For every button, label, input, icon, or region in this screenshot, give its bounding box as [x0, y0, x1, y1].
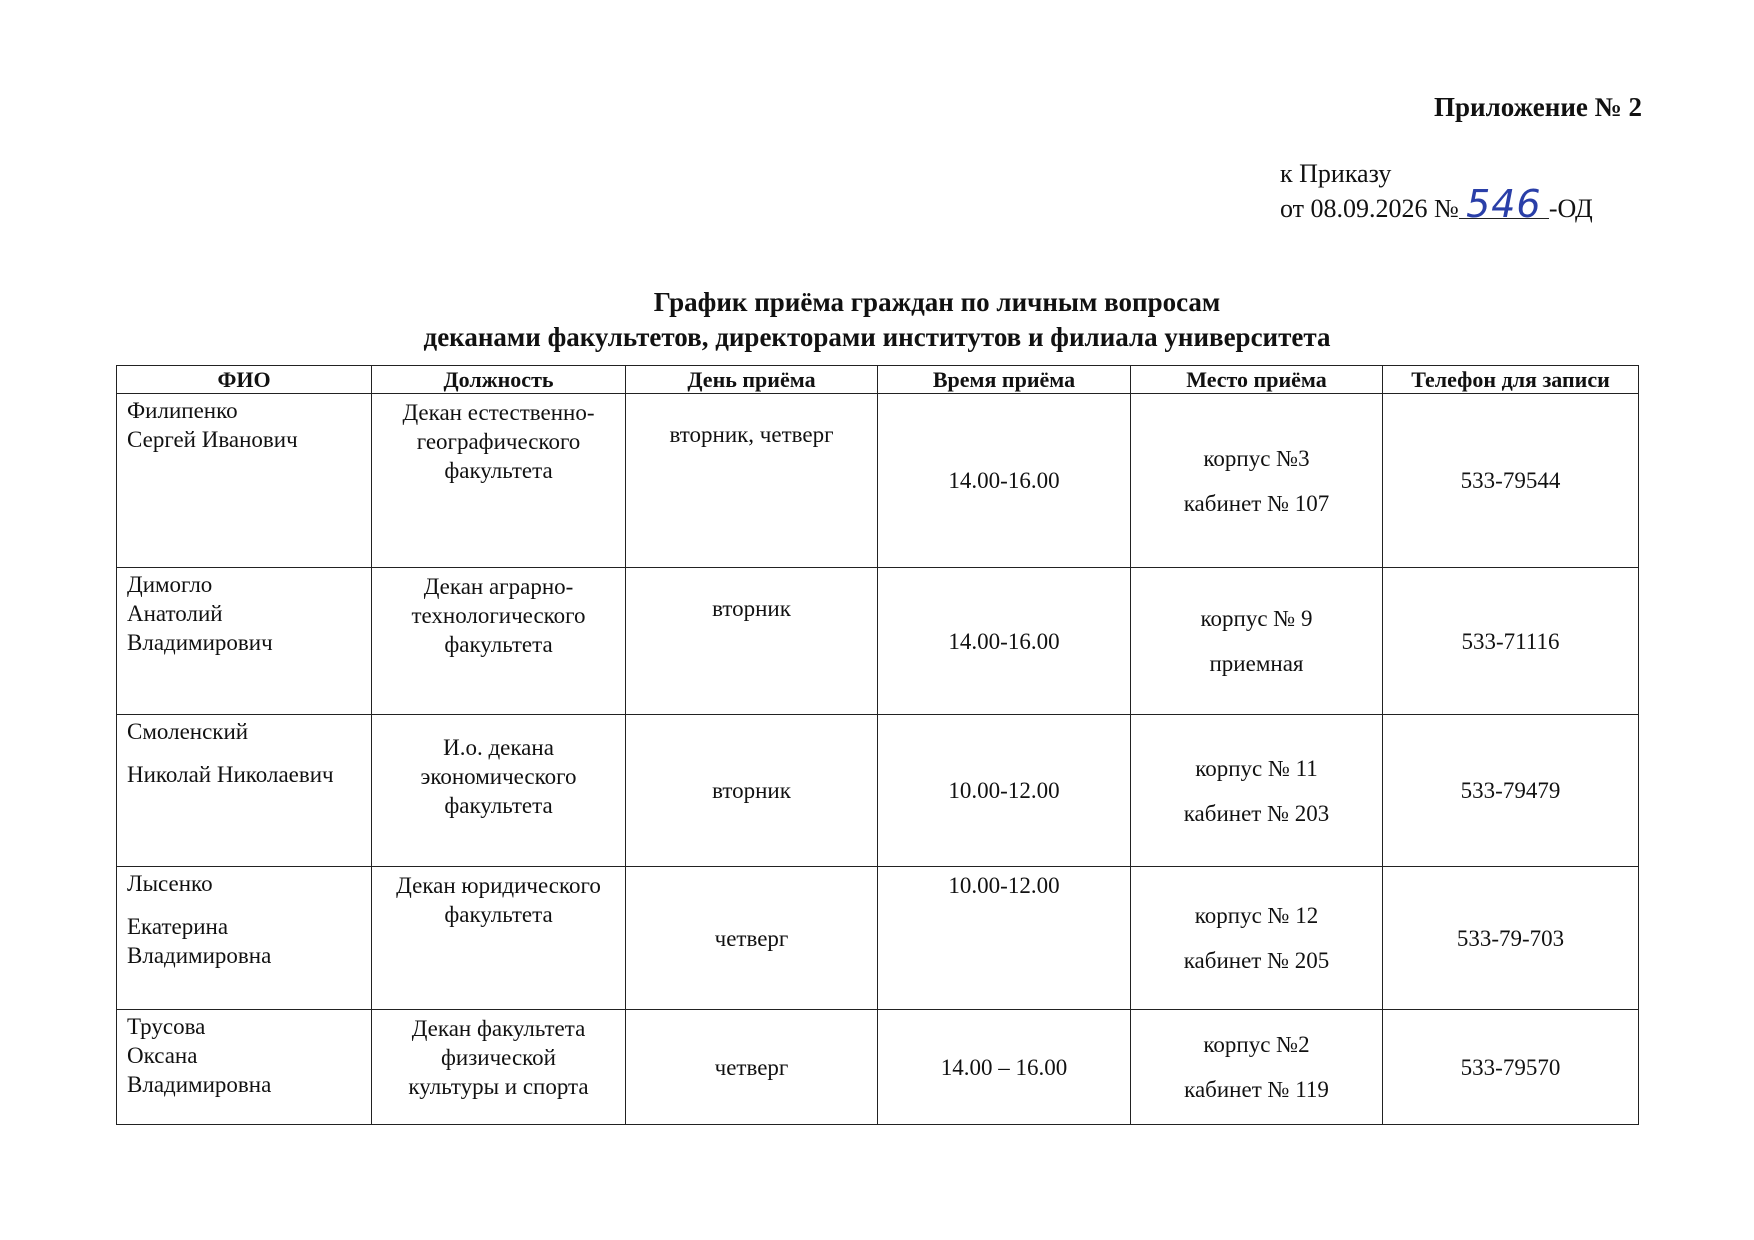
cell-position: И.о. декана экономического факультета	[372, 715, 626, 867]
cell-day: вторник, четверг	[626, 394, 878, 568]
cell-day: вторник	[626, 715, 878, 867]
table-row	[117, 394, 1639, 568]
cell-day: вторник	[626, 568, 878, 715]
cell-name: Филипенко Сергей Иванович	[117, 394, 372, 568]
cell-name: Смоленский Николай Николаевич	[117, 715, 372, 867]
reception-schedule-table	[116, 365, 1639, 1125]
order-reference	[1280, 157, 1660, 225]
order-date: от 08.09.2026 №	[1280, 194, 1459, 223]
title-line-1: График приёма граждан по личным вопросам	[653, 287, 1221, 317]
cell-time: 14.00-16.00	[878, 394, 1131, 568]
cell-name: Трусова Оксана Владимировна	[117, 1010, 372, 1125]
table-row	[117, 568, 1639, 715]
cell-position: Декан естественно- географического факультета	[372, 394, 626, 568]
cell-phone: 533-79544	[1383, 394, 1639, 568]
cell-day: четверг	[626, 1010, 878, 1125]
cell-position: Декан факультета физической культуры и спорта	[372, 1010, 626, 1125]
order-line-1: к Приказу	[1280, 159, 1392, 188]
order-suffix: -ОД	[1548, 194, 1593, 223]
order-line-2	[1280, 182, 1660, 226]
document-title	[0, 285, 1754, 355]
cell-position: Декан аграрно- технологического факультета	[372, 568, 626, 715]
header-position: Должность	[372, 366, 626, 394]
table-row	[117, 1010, 1639, 1125]
header-phone: Телефон для записи	[1383, 366, 1639, 394]
cell-phone: 533-79570	[1383, 1010, 1639, 1125]
cell-time: 14.00 – 16.00	[878, 1010, 1131, 1125]
cell-day: четверг	[626, 867, 878, 1010]
cell-phone: 533-71116	[1383, 568, 1639, 715]
table-header-row	[117, 366, 1639, 394]
cell-phone: 533-79-703	[1383, 867, 1639, 1010]
header-place: Место приёма	[1131, 366, 1383, 394]
cell-place: корпус № 9 приемная	[1131, 568, 1383, 715]
cell-name: Димогло Анатолий Владимирович	[117, 568, 372, 715]
cell-phone: 533-79479	[1383, 715, 1639, 867]
header-time: Время приёма	[878, 366, 1131, 394]
cell-position: Декан юридического факультета	[372, 867, 626, 1010]
table-row	[117, 715, 1639, 867]
cell-name: Лысенко Екатерина Владимировна	[117, 867, 372, 1010]
header-day: День приёма	[626, 366, 878, 394]
cell-place: корпус № 12 кабинет № 205	[1131, 867, 1383, 1010]
order-number-handwritten: 546	[1459, 190, 1549, 219]
table-row	[117, 867, 1639, 1010]
cell-time: 10.00-12.00	[878, 867, 1131, 1010]
appendix-label: Приложение № 2	[1434, 92, 1642, 122]
header-name: ФИО	[117, 366, 372, 394]
title-line-2: деканами факультетов, директорами институтов и филиала университета	[423, 322, 1331, 352]
cell-place: корпус № 11 кабинет № 203	[1131, 715, 1383, 867]
cell-time: 10.00-12.00	[878, 715, 1131, 867]
cell-place: корпус №3 кабинет № 107	[1131, 394, 1383, 568]
cell-place: корпус №2 кабинет № 119	[1131, 1010, 1383, 1125]
cell-time: 14.00-16.00	[878, 568, 1131, 715]
